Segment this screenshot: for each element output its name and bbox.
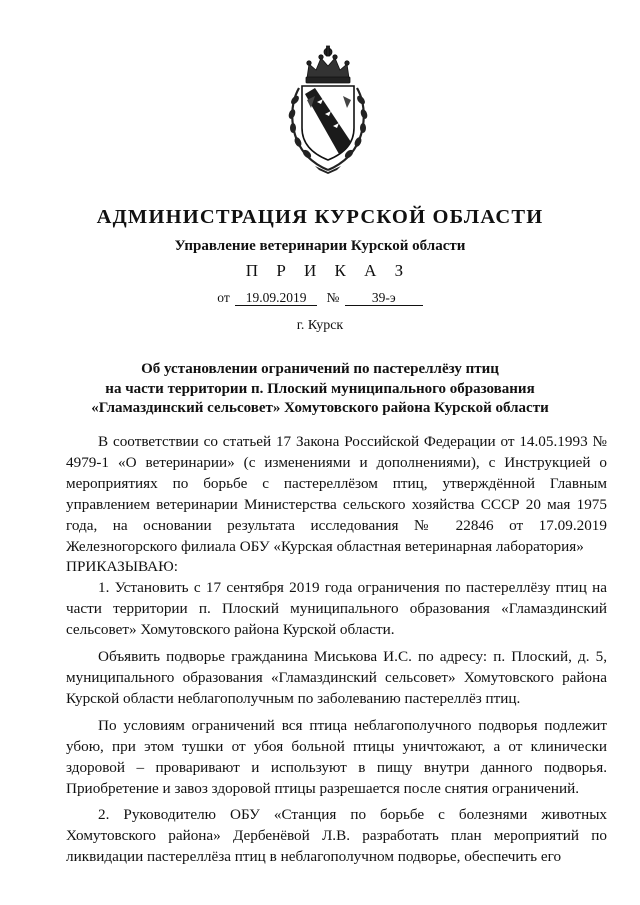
paragraph-item-2: 2. Руководителю ОБУ «Станция по борьбе с болезнями животных Хомутовского района» Дербенёвой Л.В. разработать план мероприятий по ликвидации пастереллёза птиц в неблагополучном подворье, обеспечить его <box>66 806 607 866</box>
document-type: П Р И К А З <box>245 261 411 280</box>
paragraph-declaration: Объявить подворье гражданина Миськова И.С. по адресу: п. Плоский, д. 5, муниципального образования «Гламаздинский сельсовет» Хомутовского района Курской области неблагополучным по заболеванию пастереллёз птиц. <box>66 648 607 707</box>
title-line-1: Об установлении ограничений по пастереллёзу птиц <box>141 361 499 377</box>
paragraph-restrictions: По условиям ограничений вся птица неблагополучного подворья подлежит убою, при этом тушки от убоя больной птицы уничтожают, а от клинически здоровой – проваривают и используют в пищу внутри данного подворья. Приобретение и завоз здоровой птицы разрешается после снятия ограничений. <box>66 716 607 797</box>
document-title <box>0 360 640 419</box>
order-keyword: ПРИКАЗЫВАЮ: <box>66 558 178 576</box>
date-number-line <box>0 290 640 306</box>
preamble-paragraph: В соответствии со статьей 17 Закона Российской Федерации от 14.05.1993 № 4979-1 «О ветеринарии» (с изменениями и дополнениями), с Инструкцией о мероприятиях по борьбе с пастереллёзом птиц, утверждённой Главным управлением ветеринарии Министерства сельского хозяйства СССР 20 мая 1975 года, на основании результата исследования № 22846 от 17.09.2019 Железногорского филиала ОБУ «Курская областная ветеринарная лаборатория» <box>66 433 607 555</box>
coat-of-arms-emblem <box>285 44 371 174</box>
document-body <box>66 432 607 868</box>
date-prefix: от <box>217 290 230 305</box>
order-date: 19.09.2019 <box>235 291 317 306</box>
department-name: Управление ветеринарии Курской области <box>174 238 466 254</box>
number-prefix: № <box>326 290 340 305</box>
paragraph-item-1: 1. Установить с 17 сентября 2019 года ограничения по пастереллёзу птиц на части территории п. Плоский муниципального образования «Гламаздинский сельсовет» Хомутовского района Курской области. <box>66 579 607 639</box>
organization-title: АДМИНИСТРАЦИЯ КУРСКОЙ ОБЛАСТИ <box>96 206 544 228</box>
city: г. Курск <box>296 318 344 333</box>
title-line-3: «Гламаздинский сельсовет» Хомутовского района Курской области <box>91 400 549 416</box>
order-number: 39-э <box>345 291 423 306</box>
title-line-2: на части территории п. Плоский муниципального образования <box>105 380 535 397</box>
